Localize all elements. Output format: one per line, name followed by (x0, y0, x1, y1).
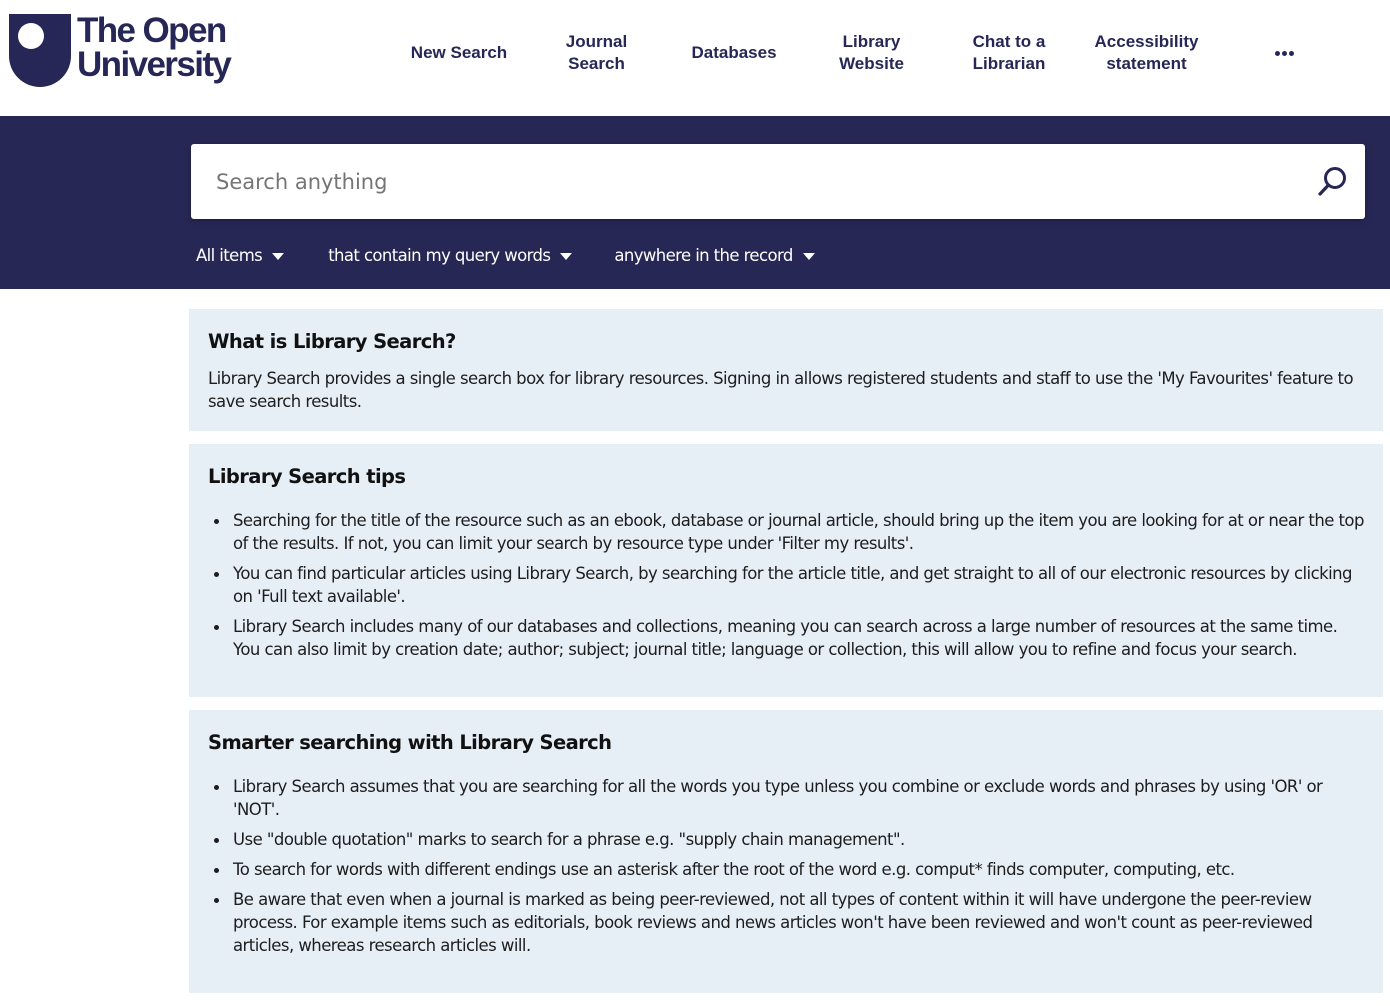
library-search-tips-panel (189, 444, 1383, 697)
more-menu-button[interactable] (1264, 40, 1304, 66)
nav-label: Databases (691, 43, 777, 62)
nav-label: Chat to a (972, 32, 1046, 51)
ellipsis-icon (1282, 51, 1287, 56)
search-icon (1315, 165, 1349, 199)
nav-new-search[interactable] (390, 20, 528, 86)
precision-dropdown[interactable] (328, 246, 572, 265)
field-dropdown[interactable] (614, 246, 814, 265)
nav-databases[interactable] (665, 20, 803, 86)
scope-dropdown[interactable] (196, 246, 284, 265)
logo-wordmark (77, 11, 231, 84)
search-band (0, 116, 1390, 289)
nav-label: statement (1106, 54, 1187, 73)
what-is-library-search-panel (189, 309, 1383, 431)
nav-label: Website (839, 54, 904, 73)
caret-down-icon (803, 253, 815, 260)
search-filters (196, 243, 815, 267)
ou-shield-icon (9, 14, 71, 87)
precision-dropdown-label: that contain my query words (328, 245, 551, 265)
smart-list (208, 775, 1348, 964)
ellipsis-icon (1289, 51, 1294, 56)
list-item: Library Search assumes that you are searching for all the words you type unless you combine or exclude words and phrases by using 'OR' or 'NOT'. (208, 775, 1348, 821)
tips-list (208, 509, 1368, 668)
caret-down-icon (272, 253, 284, 260)
list-item: Use "double quotation" marks to search for a phrase e.g. "supply chain management". (208, 828, 1348, 851)
scope-dropdown-label: All items (196, 245, 263, 265)
field-dropdown-label: anywhere in the record (614, 245, 793, 265)
site-header (0, 0, 1390, 116)
list-item: Library Search includes many of our databases and collections, meaning you can search across a large number of resources at the same time. You can also limit by creation date; author; subject; journal title; language or collection, this will allow you to refine and focus your search. (208, 615, 1368, 661)
nav-library-website[interactable] (803, 20, 940, 86)
caret-down-icon (560, 253, 572, 260)
nav-journal-search[interactable] (528, 20, 665, 86)
logo-line-1: The Open (77, 11, 226, 50)
panel-heading: Library Search tips (208, 465, 406, 488)
panel-body: Library Search provides a single search box for library resources. Signing in allows registered students and staff to use the 'My Favourites' feature to save search results. (208, 369, 1354, 411)
nav-label: Librarian (972, 54, 1046, 73)
search-box (191, 144, 1365, 219)
smarter-searching-panel (189, 710, 1383, 993)
list-item: Be aware that even when a journal is marked as being peer-reviewed, not all types of content within it will have undergone the peer-review process. For example items such as editorials, book reviews and news articles won't have been reviewed and won't count as peer-reviewed articles, whereas research articles will. (208, 888, 1348, 957)
main-nav (390, 20, 1215, 86)
nav-accessibility-statement[interactable] (1078, 20, 1215, 86)
nav-label: New Search (410, 43, 508, 62)
open-university-logo[interactable] (9, 11, 239, 90)
logo-line-2: University (77, 45, 231, 84)
list-item: To search for words with different endings use an asterisk after the root of the word e.g. comput* finds computer, computing, etc. (208, 858, 1348, 881)
search-button[interactable] (1307, 157, 1357, 207)
ellipsis-icon (1275, 51, 1280, 56)
list-item: Searching for the title of the resource such as an ebook, database or journal article, should bring up the item you are looking for at or near the top of the results. If not, you can limit your search by resource type under 'Filter my results'. (208, 509, 1368, 555)
nav-label: Accessibility (1094, 32, 1199, 51)
nav-label: Library (842, 32, 901, 51)
panel-heading: Smarter searching with Library Search (208, 731, 612, 754)
nav-chat-to-a-librarian[interactable] (940, 20, 1078, 86)
nav-label: Journal (565, 32, 628, 51)
nav-label: Search (568, 54, 625, 73)
search-input[interactable] (191, 144, 1301, 219)
list-item: You can find particular articles using Library Search, by searching for the article title, and get straight to all of our electronic resources by clicking on 'Full text available'. (208, 562, 1368, 608)
panel-heading: What is Library Search? (208, 330, 456, 353)
